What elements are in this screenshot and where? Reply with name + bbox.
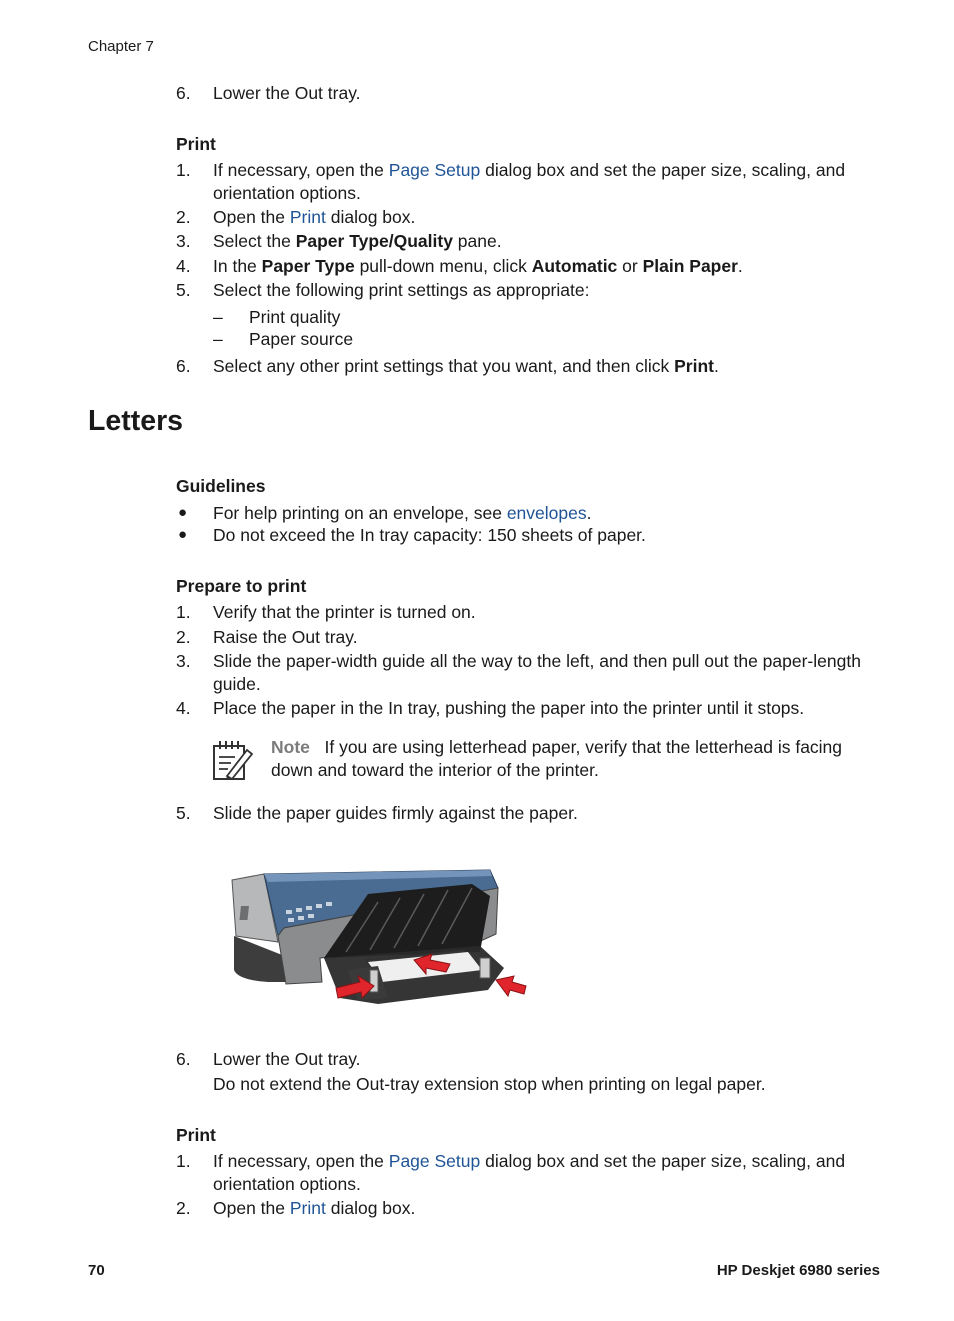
step-text: Select the Paper Type/Quality pane. [213,231,502,251]
print-dialog-link[interactable]: Print [289,207,326,227]
sub-bullet-text: Print quality [249,307,341,327]
step-text: Open the Print dialog box. [213,207,416,227]
page-setup-link[interactable]: Page Setup [388,1151,481,1171]
chapter-header: Chapter 7 [88,38,154,55]
step-number: 1. [176,1151,191,1171]
step-number: 4. [176,698,191,718]
step-text: Lower the Out tray. [213,1049,361,1069]
envelopes-link[interactable]: envelopes [506,503,587,523]
section-heading-prepare: Prepare to print [176,576,307,596]
section-heading-print: Print [176,134,216,154]
step-text: Slide the paper guides firmly against the paper. [213,803,578,823]
page-title: Letters [88,405,184,437]
step-text: Verify that the printer is turned on. [213,602,476,622]
step-number: 6. [176,83,191,103]
step-number: 5. [176,280,191,300]
step-number: 1. [176,160,191,180]
sub-bullet-text: Paper source [249,329,354,349]
section-heading-print: Print [176,1125,216,1145]
step-number: 2. [176,627,191,647]
step-extra-text: Do not extend the Out-tray extension stop when printing on legal paper. [213,1074,766,1094]
bullet-text: Do not exceed the In tray capacity: 150 sheets of paper. [213,525,646,545]
step-number: 5. [176,803,191,823]
bullet-mark: ● [178,526,188,543]
step-number: 6. [176,1049,191,1069]
note-label: Note [271,737,310,757]
step-text: Slide the paper-width guide all the way to the left, and then pull out the paper-length guide. [213,651,861,694]
step-text: If necessary, open the Page Setup dialog box and set the paper size, scaling, and orientation options. [213,160,846,203]
step-text: Raise the Out tray. [213,627,358,647]
printer-illustration [228,858,532,1010]
step-text: In the Paper Type pull-down menu, click Automatic or Plain Paper. [213,256,743,276]
step-text: Open the Print dialog box. [213,1198,416,1218]
bullet-mark: ● [178,504,188,521]
step-text: Select any other print settings that you want, and then click Print. [213,356,719,376]
step-text: Select the following print settings as appropriate: [213,280,590,300]
product-name: HP Deskjet 6980 series [716,1262,880,1279]
note-text: Note If you are using letterhead paper, verify that the letterhead is facing down and toward the interior of the printer. [271,737,843,780]
sub-bullet-mark: – [213,307,223,327]
section-heading-guidelines: Guidelines [176,476,266,496]
step-text: Place the paper in the In tray, pushing the paper into the printer until it stops. [213,698,805,718]
note-icon [211,738,255,782]
step-number: 3. [176,651,191,671]
step-number: 3. [176,231,191,251]
step-number: 1. [176,602,191,622]
step-number: 6. [176,356,191,376]
sub-bullet-mark: – [213,329,223,349]
step-number: 2. [176,207,191,227]
page-number: 70 [88,1262,105,1279]
step-number: 4. [176,256,191,276]
print-dialog-link[interactable]: Print [289,1198,326,1218]
step-number: 2. [176,1198,191,1218]
bullet-text: For help printing on an envelope, see envelopes. [213,503,592,523]
page-setup-link[interactable]: Page Setup [388,160,481,180]
step-text: Lower the Out tray. [213,83,361,103]
step-text: If necessary, open the Page Setup dialog box and set the paper size, scaling, and orientation options. [213,1151,846,1194]
